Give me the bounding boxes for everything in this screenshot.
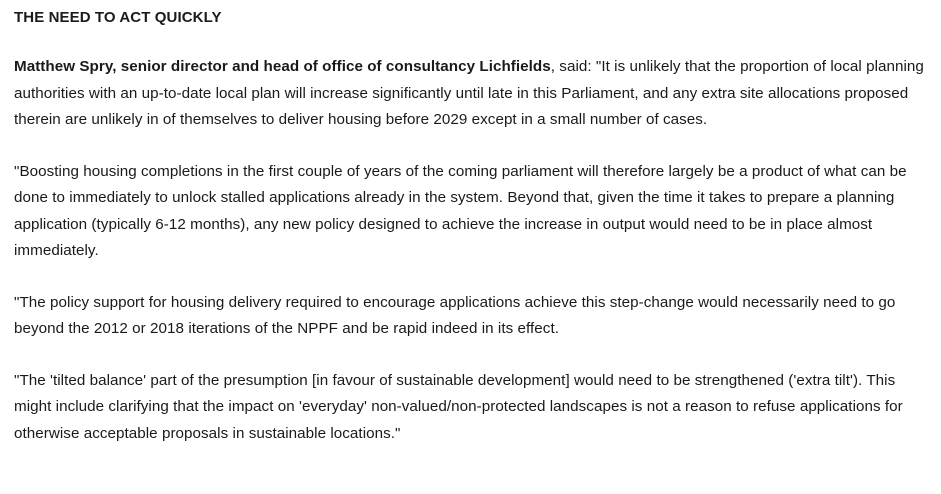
lead-in-text: , said:	[550, 58, 596, 75]
article-body	[14, 8, 929, 447]
quote-paragraph: "Boosting housing completions in the first couple of years of the coming parliament will therefore largely be a product of what can be done to immediately to unlock stalled applications already in the system. Beyond that, given the time it takes to prepare a planning application (typically 6-12 months), any new policy designed to achieve the increase in output would need to be in place almost immediately.	[14, 162, 907, 259]
intro-quote: "It is unlikely that the proportion of local planning authorities with an up-to-date local plan will increase significantly until late in this Parliament, and any extra site allocations proposed therein are unlikely in of themselves to deliver housing before 2029 except in a small number of cases.	[14, 58, 924, 128]
section-heading: THE NEED TO ACT QUICKLY	[14, 9, 222, 26]
intro-paragraph	[14, 54, 929, 134]
quote-paragraph: "The policy support for housing delivery required to encourage applications achieve this step-change would necessarily need to go beyond the 2012 or 2018 iterations of the NPPF and be rapid indeed in its effect.	[14, 293, 896, 337]
quote-paragraph: "The 'tilted balance' part of the presumption [in favour of sustainable development] would need to be strengthened ('extra tilt'). This might include clarifying that the impact on 'everyday' non-valued/non-protected landscapes is not a reason to refuse applications for otherwise acceptable proposals in sustainable locations."	[14, 371, 903, 442]
speaker-name: Matthew Spry, senior director and head of office of consultancy Lichfields	[14, 58, 551, 75]
